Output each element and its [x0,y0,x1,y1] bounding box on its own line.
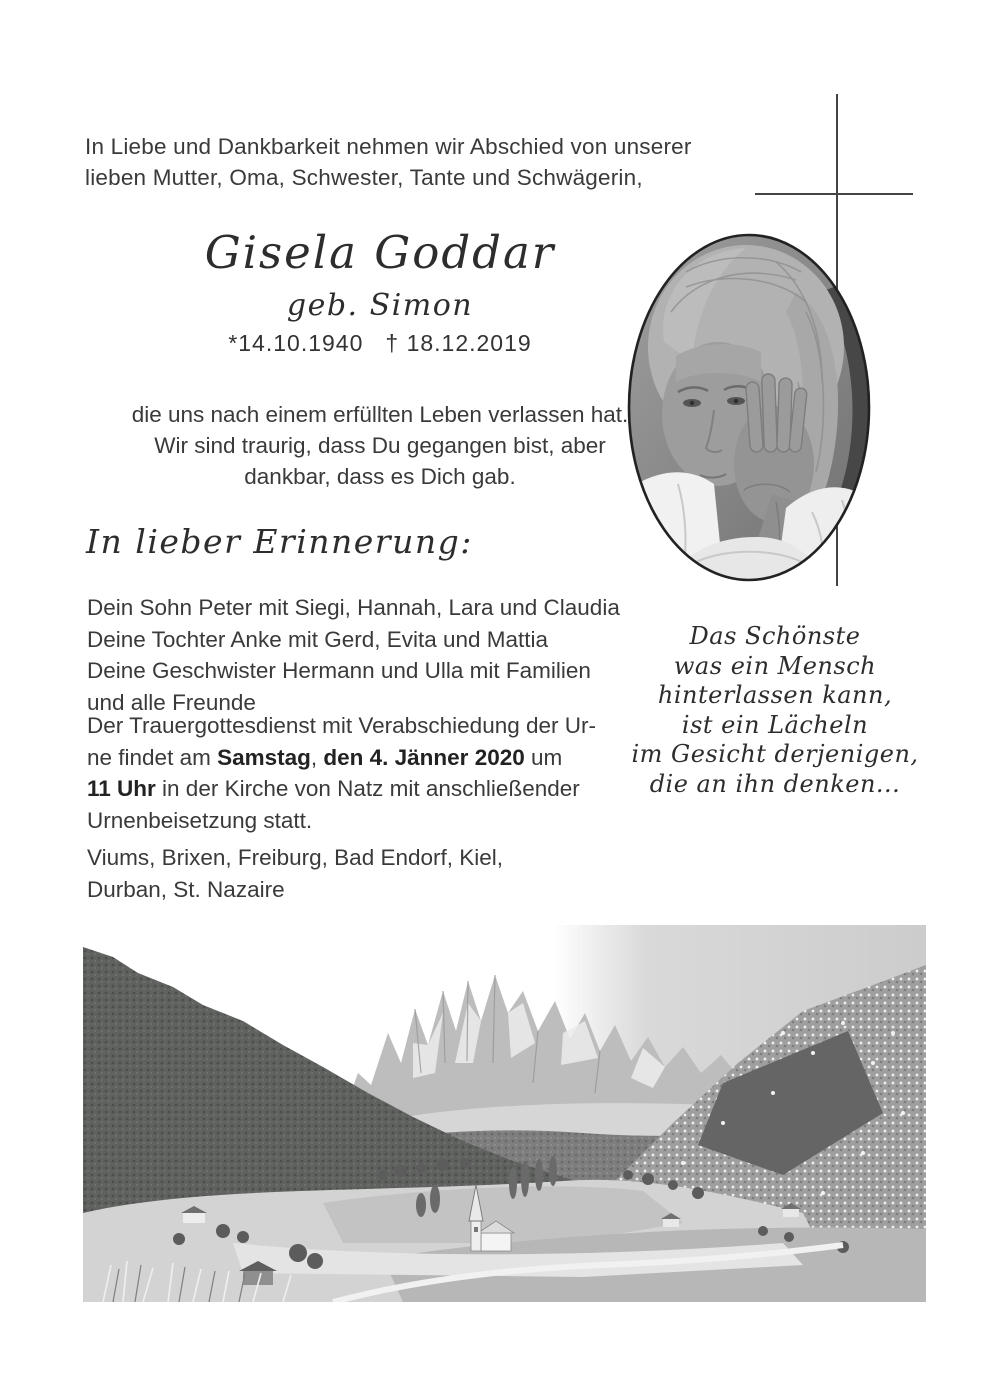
family-line: Deine Geschwister Hermann und Ulla mit Familien [87,658,591,683]
poem-line: die an ihn denken... [649,769,901,798]
service-announcement [87,710,596,836]
places-text [87,842,503,905]
intro-line: In Liebe und Dankbarkeit nehmen wir Abschied von unserer [85,134,692,159]
places-line: Viums, Brixen, Freiburg, Bad Endorf, Kiel, [87,845,504,870]
family-line: Dein Sohn Peter mit Siegi, Hannah, Lara und Claudia [87,595,620,620]
portrait-photo [626,232,872,583]
intro-text [85,131,705,193]
service-line: ne findet am Samstag, den 4. Jänner 2020 um [87,744,563,770]
landscape-photo [83,913,926,1302]
maiden-name-block [75,288,685,323]
places-line: Durban, St. Nazaire [87,876,285,902]
poem-line: was ein Mensch [673,651,877,680]
family-list [87,592,620,718]
deceased-name: Gisela Goddar [204,226,556,279]
poem-line: Das Schönste [689,622,861,650]
service-line: 11 Uhr in der Kirche von Natz mit anschließender [87,776,580,801]
tribute-line: dankbar, dass es Dich gab. [244,464,516,489]
poem-text [612,622,938,799]
service-line: Der Trauergottesdienst mit Verabschiedung der Ur- [87,713,596,738]
cross-icon [755,193,913,195]
service-day: Samstag [217,744,311,770]
poem-line: hinterlassen kann, [657,681,893,709]
tribute-line: die uns nach einem erfüllten Leben verlassen hat. [131,402,629,427]
death-date: † 18.12.2019 [385,330,532,356]
family-line: und alle Freunde [87,689,256,715]
intro-line: lieben Mutter, Oma, Schwester, Tante und Schwägerin, [85,165,643,190]
service-line: Urnenbeisetzung statt. [87,807,313,833]
poem-line: ist ein Lächeln [681,710,869,739]
tribute-text [75,399,685,492]
birth-date: *14.10.1940 [228,330,364,356]
service-date: den 4. Jänner 2020 [323,744,525,770]
poem-line: im Gesicht derjenigen, [631,740,919,768]
life-dates [75,330,685,357]
service-time: 11 Uhr [87,776,156,801]
deceased-name-block [75,226,685,279]
memory-heading: In lieber Erinnerung: [86,522,473,561]
maiden-name: geb. Simon [286,288,474,323]
tribute-line: Wir sind traurig, dass Du gegangen bist, aber [154,433,606,458]
family-line: Deine Tochter Anke mit Gerd, Evita und Mattia [87,626,549,652]
